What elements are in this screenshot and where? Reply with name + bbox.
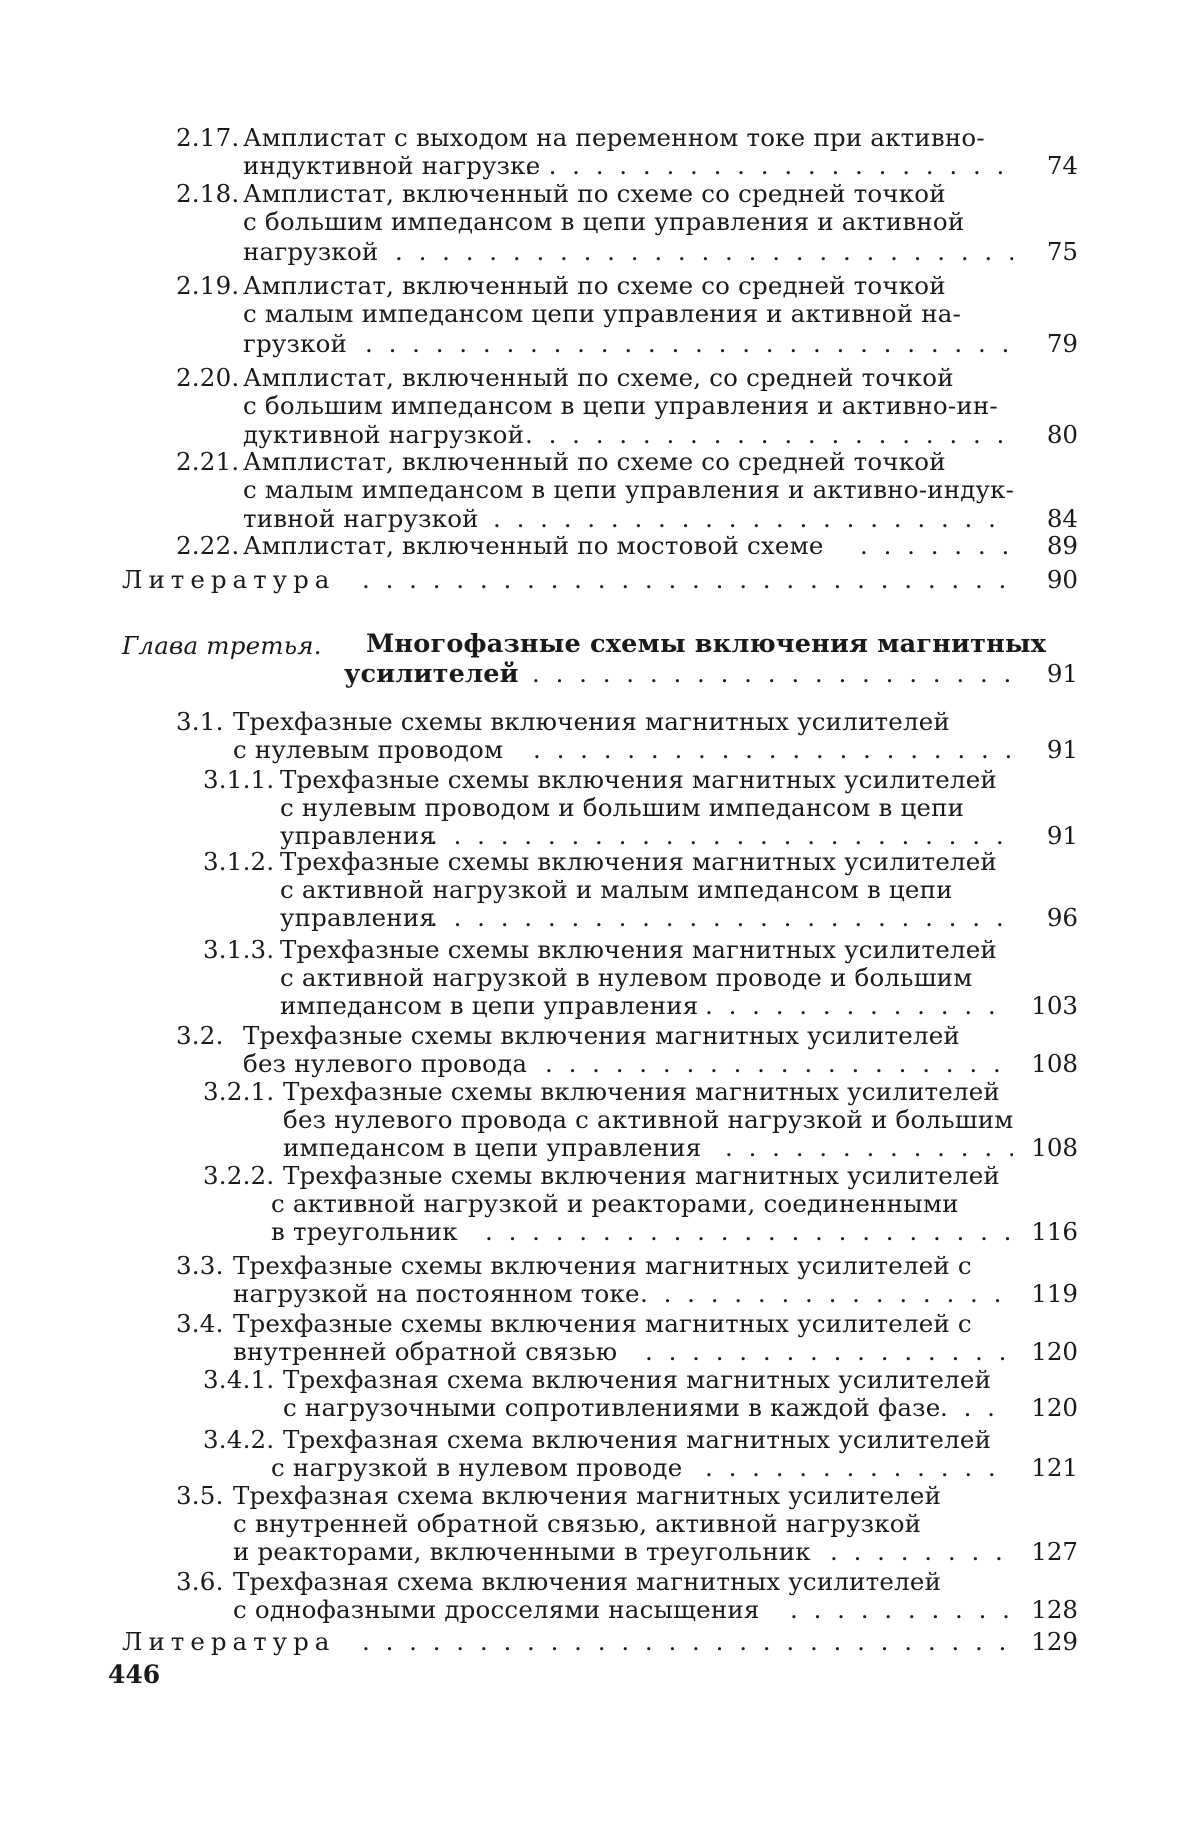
page-ref: 91 xyxy=(1047,822,1078,850)
entry-title-line: и реакторами, включенными в треугольник xyxy=(233,1538,811,1566)
dot-leader: . . . . . . . . . . . . . . . . . . . . . xyxy=(525,421,1013,449)
page-ref: 91 xyxy=(1047,736,1078,764)
entry-title-line: Трехфазные схемы включения магнитных усилителей с xyxy=(233,1310,972,1338)
entry-title-line: Амплистат, включенный по схеме со средней точкой xyxy=(243,448,946,476)
entry-number: 3.5. xyxy=(176,1482,224,1510)
entry-title-line: Трехфазная схема включения магнитных усилителей xyxy=(233,1568,941,1596)
entry-title-line: с внутренней обратной связью, активной нагрузкой xyxy=(233,1510,921,1538)
chapter-title-line: усилителей xyxy=(344,660,519,688)
page-ref: 127 xyxy=(1031,1538,1078,1566)
entry-number: 3.4. xyxy=(176,1310,224,1338)
entry-title-line: Трехфазные схемы включения магнитных усилителей с xyxy=(233,1252,972,1280)
entry-title-line: нагрузкой на постоянном токе xyxy=(233,1280,640,1308)
entry-number: 3.3. xyxy=(176,1252,224,1280)
entry-number: 3.1.2. xyxy=(203,848,274,876)
page-ref: 91 xyxy=(1047,660,1078,688)
entry-number: 2.17. xyxy=(176,124,239,152)
dot-leader: . . . . . . . . . . . . . . . . . . . . . . xyxy=(493,505,1013,533)
entry-number: 2.19. xyxy=(176,272,239,300)
entry-title-line: Трехфазная схема включения магнитных усилителей xyxy=(233,1482,941,1510)
literature-label: Литература xyxy=(122,566,335,594)
entry-title-line: Амплистат с выходом на переменном токе при активно- xyxy=(243,124,985,152)
entry-number: 3.4.2. xyxy=(203,1426,274,1454)
chapter-title-line: Многофазные схемы включения магнитных xyxy=(366,630,1046,658)
entry-title-line: индуктивной нагрузке xyxy=(243,152,540,180)
literature-label: Литература xyxy=(122,1628,335,1656)
page-ref: 129 xyxy=(1031,1628,1078,1656)
dot-leader: . . . . . . . . . . . . . . . . . . . . . . xyxy=(485,1218,1013,1246)
page-ref: 116 xyxy=(1031,1218,1078,1246)
entry-title-line: Амплистат, включенный по схеме со средней точкой xyxy=(243,180,946,208)
dot-leader: . . . . . . . . . . . . . xyxy=(705,1454,1013,1482)
entry-title-line: импедансом в цепи управления xyxy=(283,1134,701,1162)
dot-leader: . . . . . . . . . . . . . . . . . . . . xyxy=(533,736,1013,764)
entry-number: 2.20. xyxy=(176,364,239,392)
entry-title-line: внутренней обратной связью xyxy=(233,1338,617,1366)
page-ref: 108 xyxy=(1031,1050,1078,1078)
page-ref: 121 xyxy=(1031,1454,1078,1482)
dot-leader: . . . . . . . . . . . . . . . . . . . . . . . . . . xyxy=(395,238,1013,266)
page-ref: 90 xyxy=(1047,566,1078,594)
dot-leader: . . . . . . . . . . . . . . . . . . . . . xyxy=(525,152,1013,180)
entry-title-line: с малым импедансом в цепи управления и активно-индук- xyxy=(243,476,1014,504)
entry-title-line: с однофазными дросселями насыщения xyxy=(233,1596,760,1624)
entry-title-line: с нулевым проводом и большим импедансом в цепи xyxy=(280,794,964,822)
entry-title-line: Трехфазные схемы включения магнитных усилителей xyxy=(280,848,997,876)
dot-leader: . . . . . . . . . . . . . . . . xyxy=(645,1338,1013,1366)
page-ref: 96 xyxy=(1047,904,1078,932)
page-ref: 89 xyxy=(1047,532,1078,560)
entry-title-line: дуктивной нагрузкой xyxy=(243,421,524,449)
entry-title-line: с нулевым проводом xyxy=(233,736,503,764)
entry-number: 2.22. xyxy=(176,532,239,560)
entry-number: 3.4.1. xyxy=(203,1366,274,1394)
dot-leader: . . . . . . . . . . . . . . . . . . . . xyxy=(532,660,1013,688)
entry-title-line: с активной нагрузкой и реакторами, соединенными xyxy=(271,1190,959,1218)
entry-title-line: Трехфазные схемы включения магнитных усилителей xyxy=(283,1078,1000,1106)
entry-number: 3.2.2. xyxy=(203,1162,274,1190)
entry-title-line: Трехфазные схемы включения магнитных усилителей xyxy=(280,936,997,964)
entry-number: 2.18. xyxy=(176,180,239,208)
entry-title-line: с большим импедансом в цепи управления и активной xyxy=(243,208,964,236)
dot-leader: . . . . . . . . . . . . . . . . . . . . . . . . . . . . xyxy=(365,330,1013,358)
entry-title-line: нагрузкой xyxy=(243,238,378,266)
page-ref: 120 xyxy=(1031,1394,1078,1422)
page-ref: 103 xyxy=(1031,992,1078,1020)
dot-leader: . . . . . . . . . . . . . . . . xyxy=(640,1280,1013,1308)
entry-title-line: с нагрузкой в нулевом проводе xyxy=(271,1454,682,1482)
entry-title-line: тивной нагрузкой xyxy=(243,505,479,533)
dot-leader: . . . . . . . . . . . . . . . . . . . . . . . . . xyxy=(430,822,1013,850)
entry-number: 3.2. xyxy=(176,1022,224,1050)
entry-title-line: с малым импедансом цепи управления и активной на- xyxy=(243,300,961,328)
entry-title-line: импедансом в цепи управления xyxy=(280,992,698,1020)
entry-title-line: Трехфазные схемы включения магнитных усилителей xyxy=(233,708,950,736)
page-ref: 120 xyxy=(1031,1338,1078,1366)
entry-number: 3.6. xyxy=(176,1568,224,1596)
entry-title-line: Трехфазная схема включения магнитных усилителей xyxy=(283,1366,991,1394)
entry-title-line: Амплистат, включенный по схеме, со средней точкой xyxy=(243,364,954,392)
entry-title-line: без нулевого провода xyxy=(243,1050,527,1078)
entry-title-line: управления xyxy=(280,904,435,932)
page-ref: 74 xyxy=(1047,152,1078,180)
entry-number: 3.2.1. xyxy=(203,1078,274,1106)
page-number: 446 xyxy=(108,1660,160,1690)
page-ref: 108 xyxy=(1031,1134,1078,1162)
dot-leader: . . . xyxy=(940,1394,1013,1422)
entry-title-line: с активной нагрузкой в нулевом проводе и большим xyxy=(280,964,972,992)
dot-leader: . . . . . . . . . . xyxy=(790,1596,1013,1624)
page-ref: 79 xyxy=(1047,330,1078,358)
dot-leader: . . . . . . . . . . . . xyxy=(725,1134,1013,1162)
entry-number: 3.1.3. xyxy=(203,936,274,964)
dot-leader: . . . . . . . . xyxy=(830,1538,1013,1566)
page-ref: 84 xyxy=(1047,505,1078,533)
entry-title-line: с большим импедансом в цепи управления и активно-ин- xyxy=(243,392,998,420)
dot-leader: . . . . . . . . . . . . . . . . . . . . . . . . . . . . xyxy=(362,1628,1013,1656)
dot-leader: . . . . . . . . . . . . . . . . . . . . . . . . . xyxy=(430,904,1013,932)
entry-title-line: без нулевого провода с активной нагрузкой и большим xyxy=(283,1106,1014,1134)
entry-title-line: в треугольник xyxy=(271,1218,458,1246)
entry-title-line: с нагрузочными сопротивлениями в каждой фазе xyxy=(283,1394,940,1422)
entry-number: 3.1.1. xyxy=(203,766,274,794)
entry-title-line: Трехфазная схема включения магнитных усилителей xyxy=(283,1426,991,1454)
page-ref: 128 xyxy=(1031,1596,1078,1624)
entry-title-line: управления xyxy=(280,822,435,850)
page-ref: 119 xyxy=(1031,1280,1078,1308)
entry-title-line: Трехфазные схемы включения магнитных усилителей xyxy=(280,766,997,794)
table-of-contents xyxy=(0,0,1200,1846)
page-ref: 75 xyxy=(1047,238,1078,266)
page-ref: 80 xyxy=(1047,421,1078,449)
dot-leader: . . . . . . . . . . . . . . . . . . . . xyxy=(545,1050,1013,1078)
entry-title-line: Амплистат, включенный по схеме со средней точкой xyxy=(243,272,946,300)
entry-title-line: Трехфазные схемы включения магнитных усилителей xyxy=(243,1022,960,1050)
entry-number: 2.21. xyxy=(176,448,239,476)
chapter-prefix: Глава третья. xyxy=(122,632,322,660)
dot-leader: . . . . . . . xyxy=(860,532,1013,560)
entry-title-line: грузкой xyxy=(243,330,347,358)
entry-title-line: Трехфазные схемы включения магнитных усилителей xyxy=(283,1162,1000,1190)
entry-title-line: с активной нагрузкой и малым импедансом в цепи xyxy=(280,876,953,904)
entry-number: 3.1. xyxy=(176,708,224,736)
dot-leader: . . . . . . . . . . . . . xyxy=(705,992,1013,1020)
dot-leader: . . . . . . . . . . . . . . . . . . . . . . . . . . . . xyxy=(362,566,1013,594)
entry-title-line: Амплистат, включенный по мостовой схеме xyxy=(243,532,824,560)
